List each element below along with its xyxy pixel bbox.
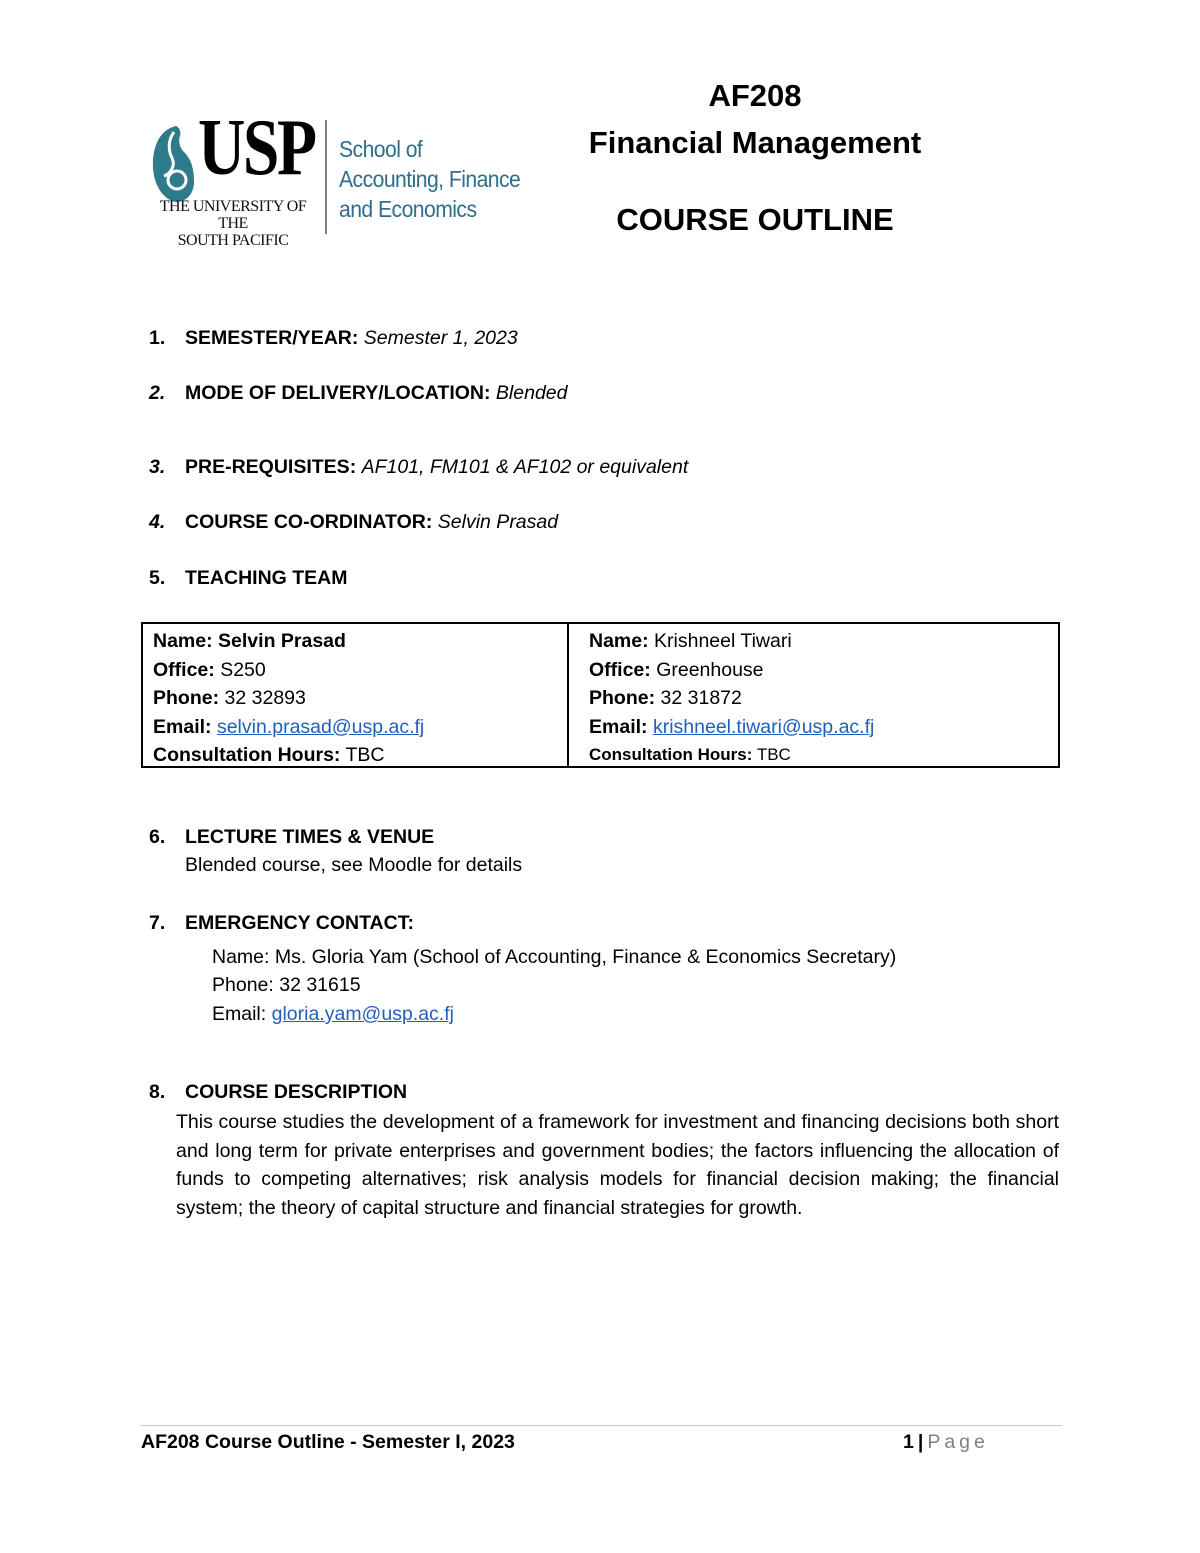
section-emergency-contact: 7. EMERGENCY CONTACT: <box>149 912 414 934</box>
logo-divider <box>325 120 327 234</box>
usp-emblem-icon <box>150 122 198 204</box>
emergency-email: Email: gloria.yam@usp.ac.fj <box>212 1003 454 1025</box>
member-hours: TBC <box>756 745 791 764</box>
school-name: School of Accounting, Finance and Economics <box>339 136 521 222</box>
footer-divider <box>140 1425 1062 1426</box>
section-prerequisites: 3. PRE-REQUISITES: AF101, FM101 & AF102 or equivalent <box>149 456 689 478</box>
section-semester: 1. SEMESTER/YEAR: Semester 1, 2023 <box>149 327 518 349</box>
member-phone: 32 32893 <box>224 687 306 709</box>
section-coordinator: 4. COURSE CO-ORDINATOR: Selvin Prasad <box>149 511 559 533</box>
member-phone: 32 31872 <box>660 687 742 709</box>
teaching-team-table <box>141 622 1060 768</box>
course-code: AF208 <box>708 78 802 113</box>
usp-wordmark: USP <box>198 104 315 192</box>
member-email-link[interactable]: selvin.prasad@usp.ac.fj <box>216 715 425 738</box>
page-number: 1 <box>903 1431 914 1453</box>
team-member-card: Name: Krishneel Tiwari Office: Greenhouse Phone: 32 31872 Email: krishneel.tiwari@usp.ac.fj Consultation Hours: TBC <box>589 630 875 764</box>
team-member-card: Name: Selvin Prasad Office: S250 Phone: 32 32893 Email: selvin.prasad@usp.ac.fj Consultation Hours: TBC <box>143 624 569 766</box>
course-name: Financial Management <box>588 125 922 160</box>
member-email-link[interactable]: krishneel.tiwari@usp.ac.fj <box>652 715 875 738</box>
emergency-email-link[interactable]: gloria.yam@usp.ac.fj <box>271 1003 454 1025</box>
page-indicator: 1 | Page <box>903 1431 989 1453</box>
member-office: Greenhouse <box>656 658 764 681</box>
member-hours: TBC <box>345 744 385 766</box>
section-mode: 2. MODE OF DELIVERY/LOCATION: Blended <box>149 382 568 404</box>
emergency-phone: Phone: 32 31615 <box>212 974 361 996</box>
member-office: S250 <box>220 658 266 681</box>
course-description-text: This course studies the development of a framework for investment and financing decisions both short and long term for private enterprises and government bodies; the factors influencing the allocation of funds to competing alternatives; risk analysis models for financial decision making; the financial system; the theory of capital structure and financial strategies for growth. <box>176 1111 1059 1219</box>
section-course-description: 8. COURSE DESCRIPTION <box>149 1081 408 1103</box>
member-name: Selvin Prasad <box>218 630 346 652</box>
document-title: COURSE OUTLINE <box>616 202 894 237</box>
page-label: Page <box>927 1431 989 1453</box>
usp-logo <box>150 104 530 249</box>
section-lecture-times: 6. LECTURE TIMES & VENUE <box>149 826 435 848</box>
university-name: THE UNIVERSITY OF THE SOUTH PACIFIC <box>159 198 307 249</box>
section-teaching-team: 5. TEACHING TEAM <box>149 567 348 589</box>
lecture-times-detail: Blended course, see Moodle for details <box>185 854 523 876</box>
footer-title: AF208 Course Outline - Semester I, 2023 <box>141 1431 515 1453</box>
emergency-name: Name: Ms. Gloria Yam (School of Accounting, Finance & Economics Secretary) <box>212 946 897 968</box>
member-name: Krishneel Tiwari <box>654 630 792 652</box>
